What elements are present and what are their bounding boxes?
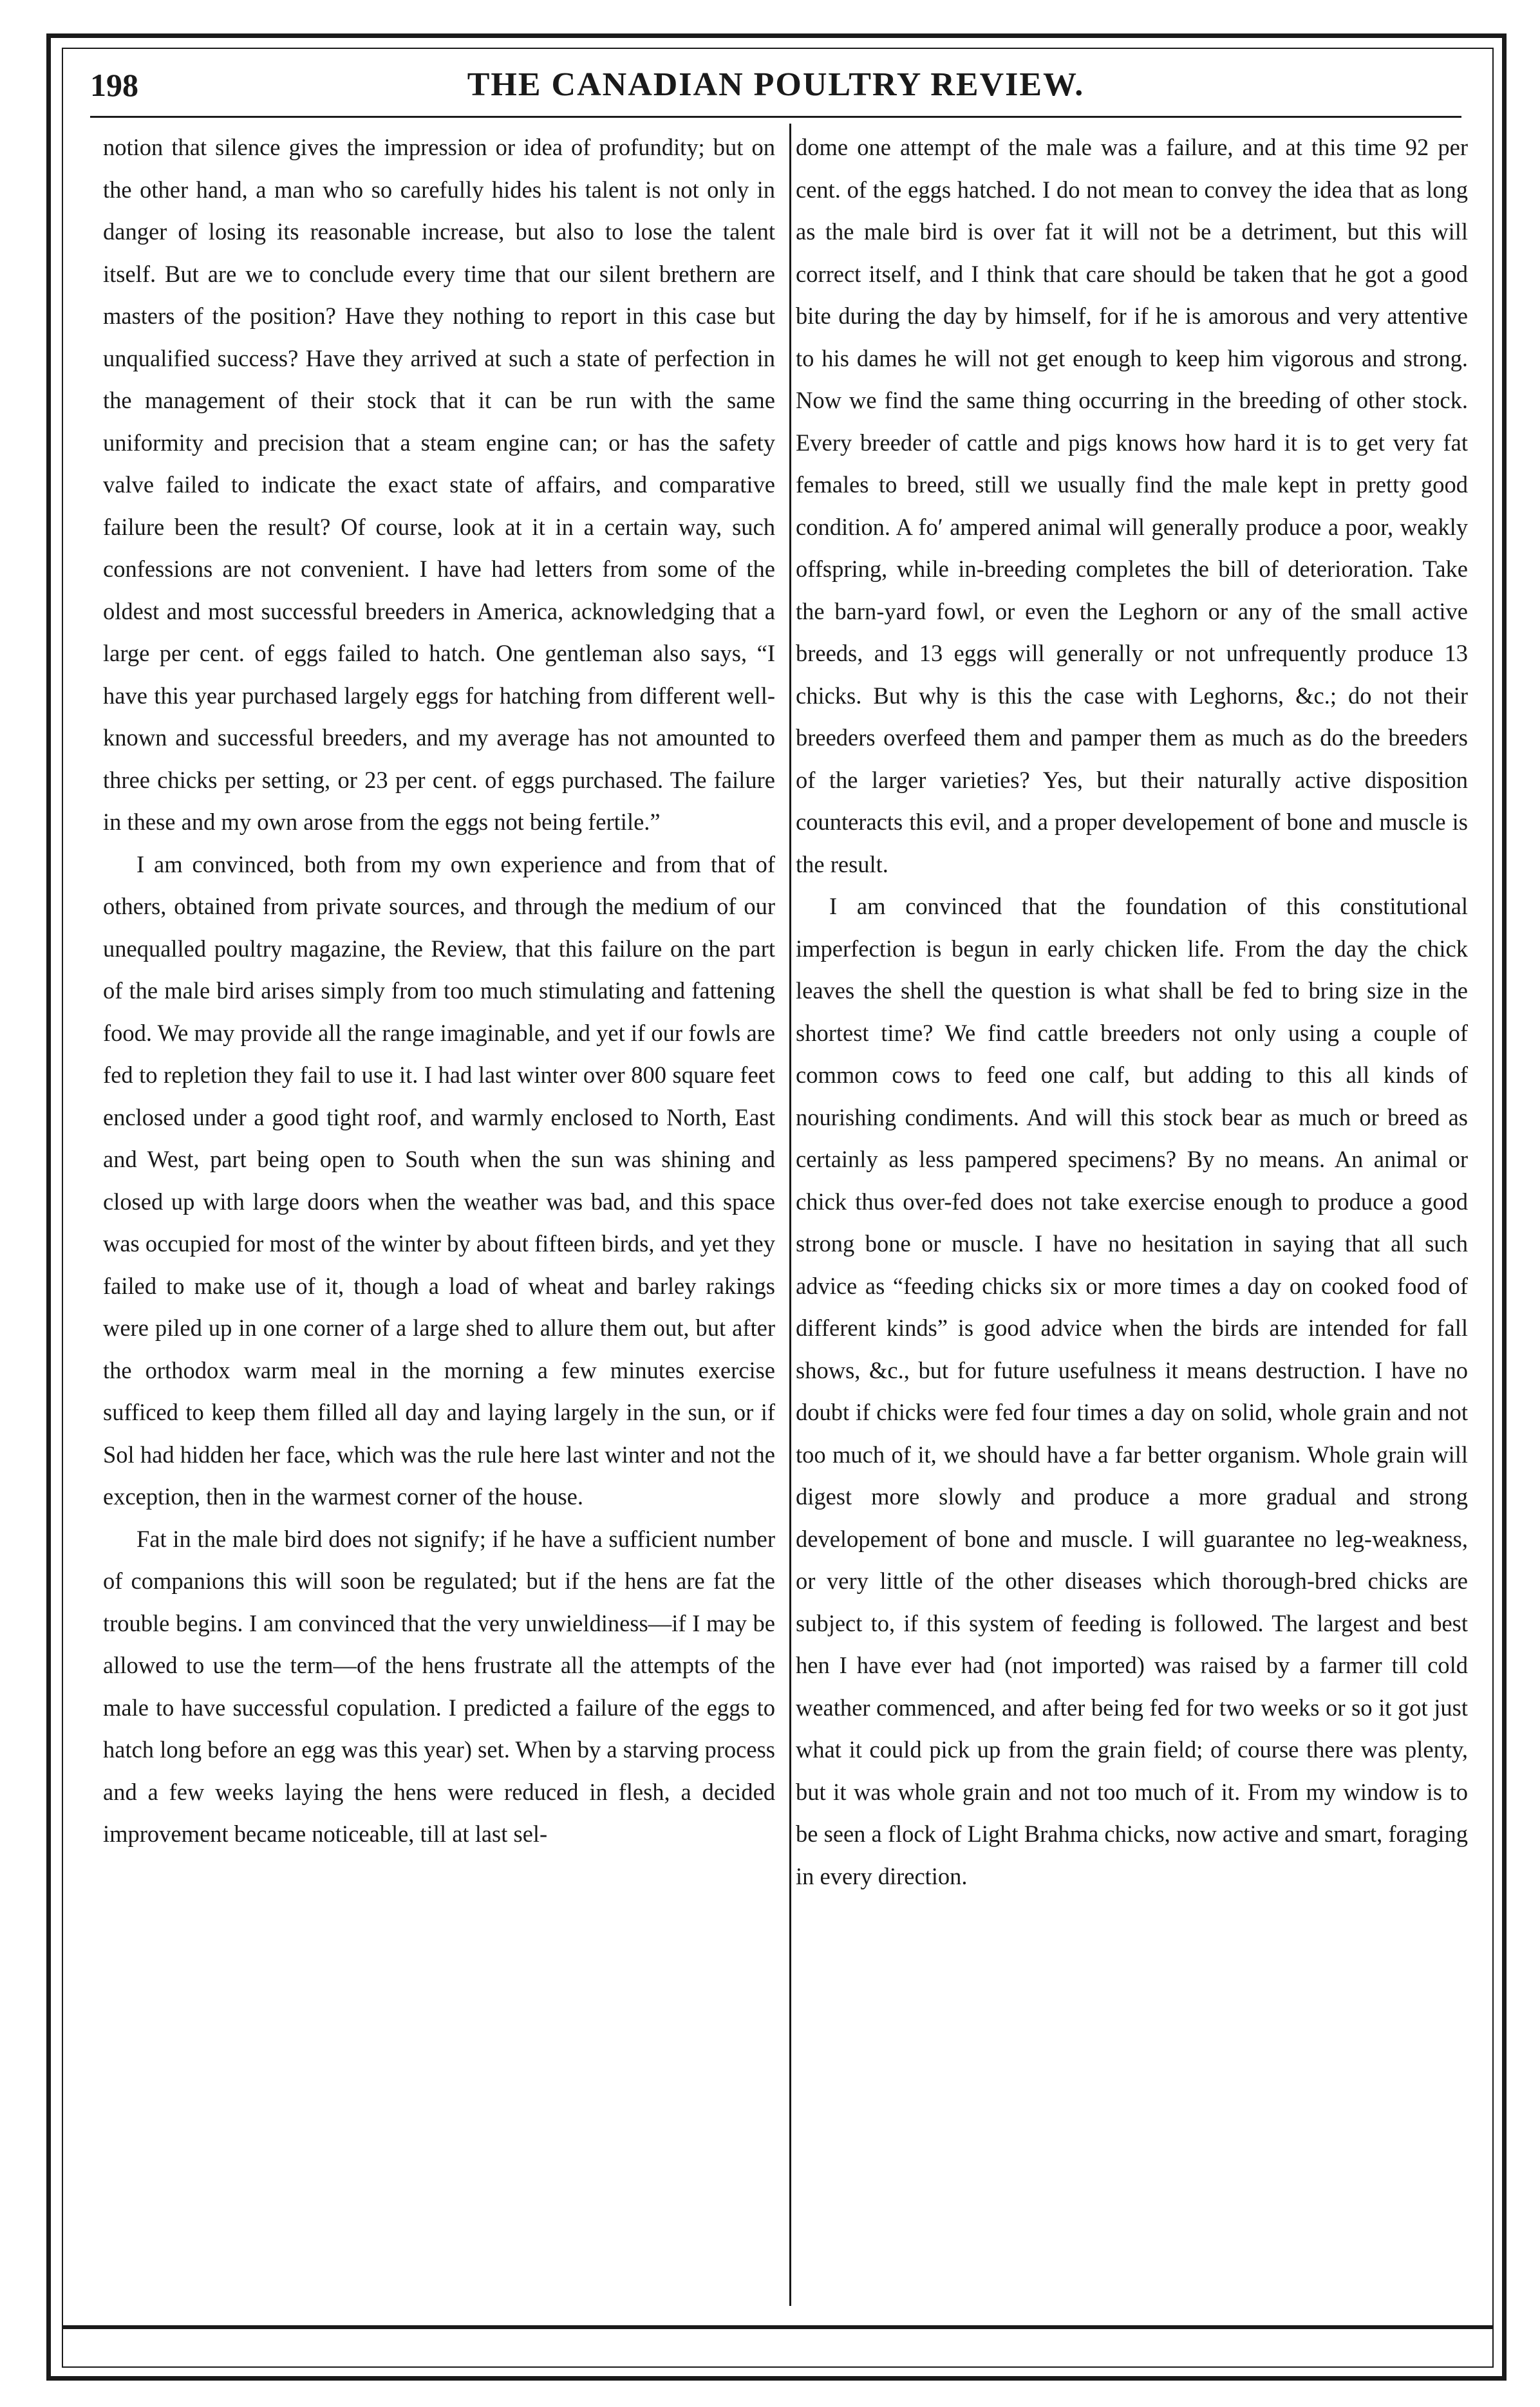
- left-paragraph-3: Fat in the male bird does not signify; if he have a sufficient number of companions this will soon be regulated; but if the hens are fat the trouble begins. I am convinced that the very unwieldiness—if I may be allowed to use the term—of the hens frustrate all the attempts of the male to have successful copulation. I predicted a failure of the eggs to hatch long before an egg was this year) set. When by a starving process and a few weeks laying the hens were reduced in flesh, a decided improvement became noticeable, till at last sel-: [103, 1525, 775, 1847]
- footer-rule: [62, 2325, 1494, 2329]
- column-divider: [789, 124, 791, 2306]
- right-paragraph-2: I am convinced that the foundation of this constitutional imperfection is begun in early chicken life. From the day the chick leaves the shell the question is what shall be fed to bring size in the shortest time? We find cattle breeders not only using a couple of common cows to feed one calf, but adding to this all kinds of nourishing condiments. And will this stock bear as much or breed as certainly as less pampered specimens? By no means. An animal or chick thus over-fed does not take exercise enough to produce a good strong bone or muscle. I have no hesitation in saying that all such advice as “feeding chicks six or more times a day on cooked food of different kinds” is good advice when the birds are intended for fall shows, &c., but for future usefulness it means destruction. I have no doubt if chicks were fed four times a day on solid, whole grain and not too much of it, we should have a far better organism. Whole grain will digest more slowly and produce a more gradual and strong developement of bone and muscle. I will guarantee no leg-weakness, or very little of the other diseases which thorough-bred chicks are subject to, if this system of feeding is followed. The largest and best hen I have ever had (not imported) was raised by a farmer till cold weather commenced, and after being fed for two weeks or so it got just what it could pick up from the grain field; of course there was plenty, but it was whole grain and not too much of it. From my window is to be seen a flock of Light Brahma chicks, now active and smart, foraging in every direction.: [796, 893, 1468, 1889]
- running-title: THE CANADIAN POULTRY REVIEW.: [467, 66, 1085, 103]
- left-paragraph-1: notion that silence gives the impression or idea of profundity; but on the other hand, a man who so carefully hides his talent is not only in danger of losing its reasonable increase, but also to lose the talent itself. But are we to conclude every time that our silent brethern are masters of the position? Have they nothing to report in this case but unqualified success? Have they arrived at such a state of perfection in the management of their stock that it can be run with the same uniformity and precision that a steam engine can; or has the safety valve failed to indicate the exact state of affairs, and comparative failure been the result? Of course, look at it in a certain way, such confessions are not convenient. I have had letters from some of the oldest and most successful breeders in America, acknowledging that a large per cent. of eggs failed to hatch. One gentleman also says, “I have this year purchased largely eggs for hatching from different well-known and successful breeders, and my average has not amounted to three chicks per setting, or 23 per cent. of eggs purchased. The failure in these and my own arose from the eggs not being fertile.”: [103, 134, 775, 835]
- right-paragraph-1: dome one attempt of the male was a failure, and at this time 92 per cent. of the eggs hatched. I do not mean to convey the idea that as long as the male bird is over fat it will not be a detriment, but this will correct itself, and I think that care should be taken that he got a good bite during the day by himself, for if he is amorous and very attentive to his dames he will not get enough to keep him vigorous and strong. Now we find the same thing occurring in the breeding of other stock. Every breeder of cattle and pigs knows how hard it is to get very fat females to breed, still we usually find the male kept in pretty good condition. A fo′ ampered animal will generally produce a poor, weakly offspring, while in-breeding completes the bill of deterioration. Take the barn-yard fowl, or even the Leghorn or any of the small active breeds, and 13 eggs will generally or not unfrequently produce 13 chicks. But why is this the case with Leghorns, &c.; do not their breeders overfeed them and pamper them as much as do the breeders of the larger varieties? Yes, but their naturally active disposition counteracts this evil, and a proper developement of bone and muscle is the result.: [796, 134, 1468, 877]
- page-header: [90, 59, 1461, 111]
- right-column: [796, 126, 1468, 2315]
- header-rule: [90, 116, 1461, 118]
- left-paragraph-2: I am convinced, both from my own experience and from that of others, obtained from private sources, and through the medium of our unequalled poultry magazine, the Review, that this failure on the part of the male bird arises simply from too much stimulating and fattening food. We may provide all the range imaginable, and yet if our fowls are fed to repletion they fail to use it. I had last winter over 800 square feet enclosed under a good tight roof, and warmly enclosed to North, East and West, part being open to South when the sun was shining and closed up with large doors when the weather was bad, and this space was occupied for most of the winter by about fifteen birds, and yet they failed to make use of it, though a load of wheat and barley rakings were piled up in one corner of a large shed to allure them out, but after the orthodox warm meal in the morning a few minutes exercise sufficed to keep them filled all day and laying largely in the sun, or if Sol had hidden her face, which was the rule here last winter and not the exception, then in the warmest corner of the house.: [103, 850, 775, 1510]
- page-number: 198: [90, 67, 138, 103]
- left-column: [103, 126, 775, 2315]
